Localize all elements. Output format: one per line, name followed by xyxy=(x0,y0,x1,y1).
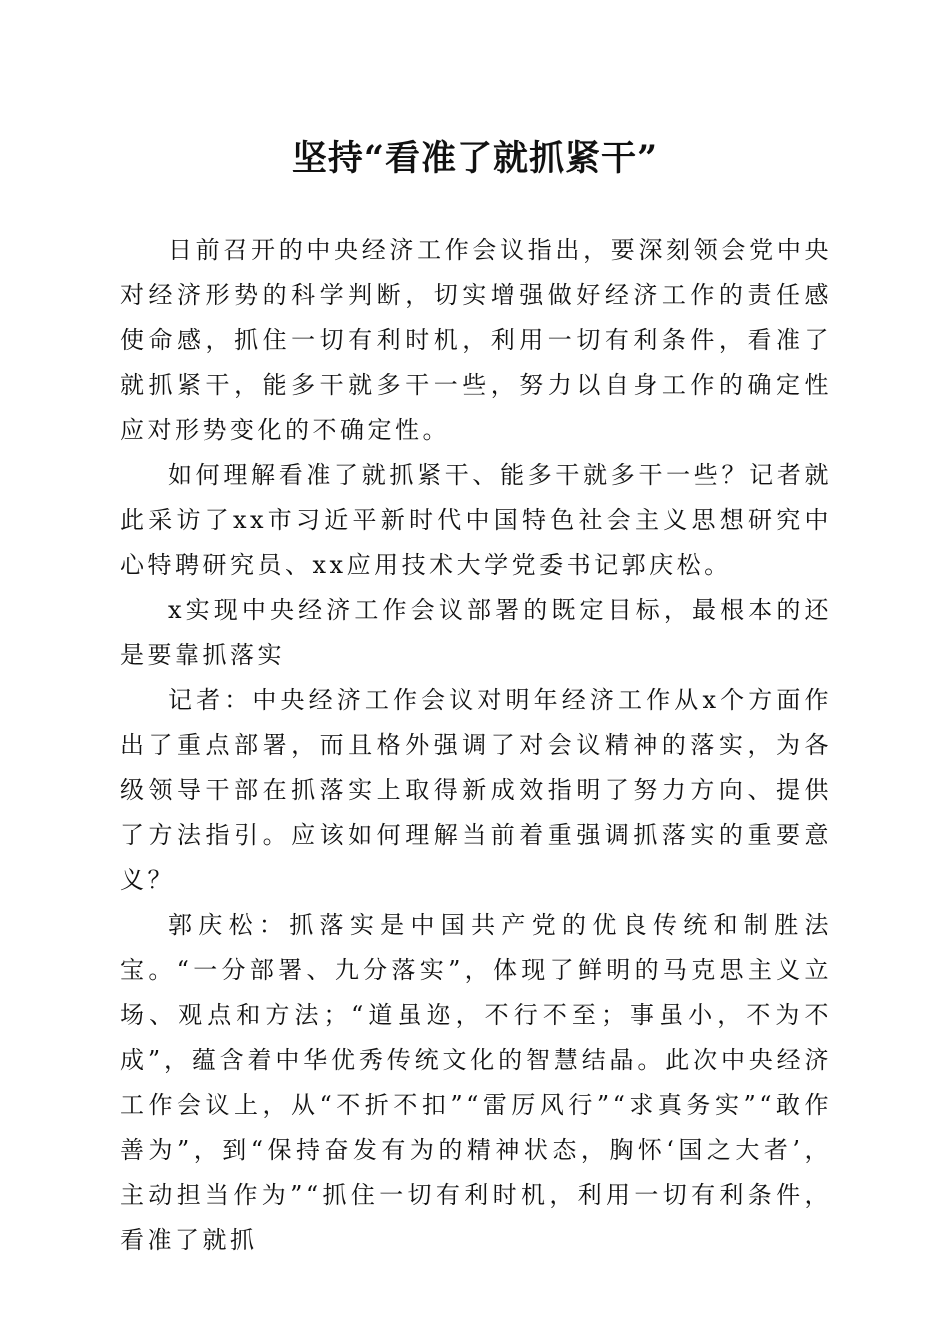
section-heading: x实现中央经济工作会议部署的既定目标，最根本的还是要靠抓落实 xyxy=(120,596,832,669)
paragraph-reporter-question: 记者：中央经济工作会议对明年经济工作从x个方面作出了重点部署，而且格外强调了对会议精神的落实，为各级领导干部在抓落实上取得新成效指明了努力方向、提供了方法指引。应该如何理解当前着重强调抓落实的重要意义？ xyxy=(120,686,832,894)
document-title: 坚持“看准了就抓紧干” xyxy=(291,138,659,179)
paragraph-answer: 郭庆松：抓落实是中国共产党的优良传统和制胜法宝。“一分部署、九分落实”，体现了鲜明的马克思主义立场、观点和方法；“道虽迩，不行不至；事虽小，不为不成”，蕴含着中华优秀传统文化的智慧结晶。此次中央经济工作会议上，从“不折不扣”“雷厉风行”“求真务实”“敢作善为”，到“保持奋发有为的精神状态，胸怀‘国之大者’，主动担当作为”“抓住一切有利时机，利用一切有利条件，看准了就抓 xyxy=(120,911,832,1254)
document-body xyxy=(120,228,832,1263)
paragraph-intro: 日前召开的中央经济工作会议指出，要深刻领会党中央对经济形势的科学判断，切实增强做好经济工作的责任感使命感，抓住一切有利时机，利用一切有利条件，看准了就抓紧干，能多干就多干一些，努力以自身工作的确定性应对形势变化的不确定性。 xyxy=(120,236,832,444)
paragraph-interview-intro: 如何理解看准了就抓紧干、能多干就多干一些？记者就此采访了xx市习近平新时代中国特色社会主义思想研究中心特聘研究员、xx应用技术大学党委书记郭庆松。 xyxy=(120,461,832,579)
